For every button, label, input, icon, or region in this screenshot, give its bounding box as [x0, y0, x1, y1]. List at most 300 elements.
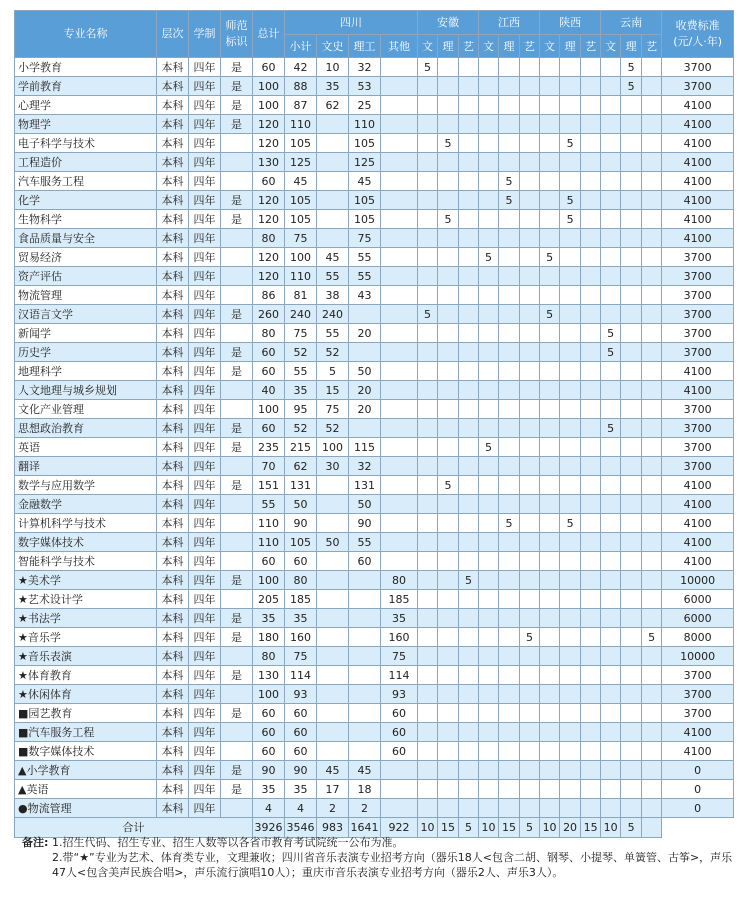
cell-total: 120 [253, 210, 285, 229]
cell-sx-yi [581, 381, 601, 400]
cell-sc-subtotal: 95 [285, 400, 317, 419]
cell-jx-yi [520, 58, 540, 77]
table-row [15, 381, 734, 400]
cell-sc-arts: 2 [317, 799, 349, 818]
cell-sx-li [560, 343, 581, 362]
cell-fee: 4100 [662, 533, 734, 552]
cell-fee: 4100 [662, 742, 734, 761]
cell-sc-arts: 240 [317, 305, 349, 324]
cell-yn-yi [642, 210, 662, 229]
table-row [15, 742, 734, 761]
cell-jx-wen [479, 419, 499, 438]
cell-major: 思想政治教育 [15, 419, 157, 438]
cell-yn-yi: 5 [642, 628, 662, 647]
cell-normal: 是 [221, 761, 253, 780]
cell-yn-yi [642, 153, 662, 172]
total-value: 15 [438, 818, 459, 838]
cell-ah-li [438, 514, 459, 533]
cell-sc-subtotal: 105 [285, 533, 317, 552]
cell-sx-yi [581, 590, 601, 609]
cell-ah-yi [459, 400, 479, 419]
cell-sc-other [381, 495, 418, 514]
cell-duration: 四年 [189, 647, 221, 666]
header-jiangxi-wen: 文 [479, 35, 499, 58]
cell-yn-wen [601, 96, 621, 115]
cell-duration: 四年 [189, 400, 221, 419]
cell-ah-wen [418, 134, 438, 153]
total-value: 5 [621, 818, 642, 838]
cell-ah-yi [459, 533, 479, 552]
cell-jx-yi [520, 191, 540, 210]
cell-normal: 是 [221, 191, 253, 210]
total-value: 10 [418, 818, 438, 838]
cell-sx-yi [581, 153, 601, 172]
cell-sx-li [560, 723, 581, 742]
cell-yn-wen [601, 400, 621, 419]
cell-sc-science: 55 [349, 267, 381, 286]
cell-yn-wen [601, 666, 621, 685]
enrollment-table [14, 10, 734, 838]
cell-sc-science: 20 [349, 381, 381, 400]
cell-sx-li [560, 267, 581, 286]
cell-sc-subtotal: 60 [285, 742, 317, 761]
cell-yn-wen [601, 381, 621, 400]
total-value: 15 [581, 818, 601, 838]
cell-jx-wen [479, 761, 499, 780]
cell-yn-wen [601, 780, 621, 799]
cell-yn-wen [601, 685, 621, 704]
cell-ah-wen [418, 590, 438, 609]
header-anhui-wen: 文 [418, 35, 438, 58]
cell-sc-arts: 75 [317, 400, 349, 419]
cell-total: 4 [253, 799, 285, 818]
cell-yn-li [621, 514, 642, 533]
cell-yn-yi [642, 761, 662, 780]
cell-jx-yi [520, 134, 540, 153]
cell-sc-science [349, 571, 381, 590]
cell-yn-wen [601, 704, 621, 723]
cell-level: 本科 [157, 210, 189, 229]
cell-jx-wen [479, 229, 499, 248]
cell-sc-other [381, 457, 418, 476]
enrollment-plan [14, 10, 733, 838]
cell-total: 60 [253, 419, 285, 438]
cell-duration: 四年 [189, 552, 221, 571]
cell-normal [221, 457, 253, 476]
cell-sc-subtotal: 50 [285, 495, 317, 514]
cell-level: 本科 [157, 799, 189, 818]
cell-ah-wen [418, 514, 438, 533]
cell-sc-arts [317, 153, 349, 172]
cell-yn-wen [601, 647, 621, 666]
cell-sx-wen [540, 229, 560, 248]
cell-sx-wen [540, 267, 560, 286]
cell-ah-li [438, 362, 459, 381]
cell-sc-other [381, 305, 418, 324]
cell-jx-yi [520, 609, 540, 628]
table-header [15, 11, 734, 58]
cell-ah-yi [459, 799, 479, 818]
cell-duration: 四年 [189, 799, 221, 818]
cell-jx-li [499, 438, 520, 457]
cell-yn-yi [642, 400, 662, 419]
cell-jx-wen [479, 267, 499, 286]
cell-fee: 6000 [662, 590, 734, 609]
cell-ah-wen [418, 457, 438, 476]
cell-yn-yi [642, 495, 662, 514]
cell-yn-wen [601, 799, 621, 818]
cell-normal: 是 [221, 343, 253, 362]
cell-sc-science [349, 723, 381, 742]
cell-sc-other: 60 [381, 723, 418, 742]
cell-normal: 是 [221, 476, 253, 495]
cell-total: 120 [253, 267, 285, 286]
cell-yn-li [621, 761, 642, 780]
cell-yn-yi [642, 666, 662, 685]
cell-ah-wen [418, 609, 438, 628]
cell-sx-wen [540, 552, 560, 571]
cell-jx-wen [479, 742, 499, 761]
cell-sc-subtotal: 240 [285, 305, 317, 324]
cell-fee: 3700 [662, 324, 734, 343]
cell-sx-li [560, 248, 581, 267]
cell-yn-yi [642, 267, 662, 286]
cell-sc-science: 75 [349, 229, 381, 248]
cell-jx-yi [520, 400, 540, 419]
cell-ah-li: 5 [438, 134, 459, 153]
header-shaanxi-yi: 艺 [581, 35, 601, 58]
cell-yn-yi [642, 248, 662, 267]
cell-sc-arts [317, 609, 349, 628]
cell-normal [221, 533, 253, 552]
cell-sx-yi [581, 761, 601, 780]
cell-jx-wen [479, 77, 499, 96]
cell-sx-yi [581, 191, 601, 210]
cell-total: 80 [253, 229, 285, 248]
cell-sc-other [381, 191, 418, 210]
cell-fee: 3700 [662, 704, 734, 723]
cell-jx-wen [479, 666, 499, 685]
cell-sx-wen [540, 457, 560, 476]
cell-sx-wen [540, 514, 560, 533]
cell-ah-wen [418, 248, 438, 267]
cell-yn-wen: 5 [601, 343, 621, 362]
cell-sx-yi [581, 419, 601, 438]
cell-ah-li [438, 685, 459, 704]
cell-jx-li [499, 742, 520, 761]
total-value: 3926 [253, 818, 285, 838]
cell-major: 资产评估 [15, 267, 157, 286]
cell-sc-arts: 5 [317, 362, 349, 381]
cell-fee: 4100 [662, 514, 734, 533]
cell-ah-yi [459, 419, 479, 438]
total-value: 15 [499, 818, 520, 838]
cell-level: 本科 [157, 115, 189, 134]
cell-jx-li [499, 153, 520, 172]
cell-jx-yi [520, 305, 540, 324]
cell-sc-arts [317, 685, 349, 704]
cell-yn-li [621, 780, 642, 799]
cell-yn-yi [642, 476, 662, 495]
table-row [15, 343, 734, 362]
cell-ah-li [438, 495, 459, 514]
cell-jx-yi [520, 666, 540, 685]
cell-jx-wen [479, 495, 499, 514]
cell-sc-other [381, 248, 418, 267]
cell-sc-arts: 62 [317, 96, 349, 115]
cell-jx-wen [479, 305, 499, 324]
cell-jx-yi [520, 495, 540, 514]
cell-fee: 4100 [662, 476, 734, 495]
cell-jx-yi [520, 77, 540, 96]
cell-ah-yi [459, 609, 479, 628]
cell-sc-arts: 100 [317, 438, 349, 457]
cell-major: 工程造价 [15, 153, 157, 172]
cell-duration: 四年 [189, 172, 221, 191]
cell-total: 60 [253, 343, 285, 362]
cell-sx-wen [540, 799, 560, 818]
cell-yn-yi [642, 58, 662, 77]
cell-sc-science [349, 742, 381, 761]
cell-jx-yi [520, 172, 540, 191]
cell-sx-yi [581, 647, 601, 666]
cell-total: 180 [253, 628, 285, 647]
cell-sc-other [381, 96, 418, 115]
cell-major: 物流管理 [15, 286, 157, 305]
cell-sc-subtotal: 60 [285, 723, 317, 742]
cell-sc-other [381, 761, 418, 780]
cell-jx-li [499, 799, 520, 818]
cell-jx-wen [479, 153, 499, 172]
table-row [15, 210, 734, 229]
cell-sc-science: 115 [349, 438, 381, 457]
cell-sx-li [560, 77, 581, 96]
table-row [15, 191, 734, 210]
cell-jx-li [499, 286, 520, 305]
cell-jx-li [499, 96, 520, 115]
cell-sc-science: 43 [349, 286, 381, 305]
cell-jx-li [499, 704, 520, 723]
cell-major: ★体育教育 [15, 666, 157, 685]
cell-sx-li [560, 609, 581, 628]
cell-ah-li [438, 761, 459, 780]
cell-sx-yi [581, 305, 601, 324]
cell-sx-yi [581, 723, 601, 742]
cell-sx-wen [540, 704, 560, 723]
header-fee: 收费标准(元/人·年) [662, 11, 734, 58]
cell-ah-li [438, 438, 459, 457]
cell-sc-science: 50 [349, 495, 381, 514]
cell-sx-li: 5 [560, 514, 581, 533]
cell-ah-li [438, 742, 459, 761]
cell-yn-wen [601, 552, 621, 571]
cell-jx-wen [479, 96, 499, 115]
cell-normal: 是 [221, 419, 253, 438]
cell-yn-li [621, 229, 642, 248]
cell-jx-li: 5 [499, 191, 520, 210]
cell-yn-yi [642, 799, 662, 818]
cell-ah-li: 5 [438, 476, 459, 495]
cell-jx-yi [520, 780, 540, 799]
cell-yn-li [621, 533, 642, 552]
cell-jx-yi: 5 [520, 628, 540, 647]
cell-jx-wen [479, 628, 499, 647]
cell-normal: 是 [221, 115, 253, 134]
cell-normal: 是 [221, 780, 253, 799]
cell-fee: 4100 [662, 381, 734, 400]
cell-ah-li [438, 153, 459, 172]
cell-normal [221, 381, 253, 400]
cell-jx-li [499, 571, 520, 590]
table-row [15, 77, 734, 96]
cell-sc-subtotal: 93 [285, 685, 317, 704]
cell-yn-wen [601, 229, 621, 248]
cell-sc-other: 35 [381, 609, 418, 628]
notes [22, 835, 734, 880]
cell-yn-yi [642, 457, 662, 476]
cell-sc-arts: 17 [317, 780, 349, 799]
cell-ah-wen [418, 362, 438, 381]
cell-jx-yi [520, 552, 540, 571]
cell-sx-wen [540, 153, 560, 172]
cell-level: 本科 [157, 457, 189, 476]
table-body [15, 58, 734, 838]
cell-ah-yi [459, 210, 479, 229]
cell-sx-wen [540, 172, 560, 191]
cell-yn-li [621, 704, 642, 723]
cell-total: 90 [253, 761, 285, 780]
cell-jx-yi [520, 723, 540, 742]
table-row [15, 134, 734, 153]
total-value: 10 [479, 818, 499, 838]
cell-duration: 四年 [189, 153, 221, 172]
cell-major: 汽车服务工程 [15, 172, 157, 191]
cell-yn-wen [601, 628, 621, 647]
cell-ah-yi [459, 153, 479, 172]
cell-level: 本科 [157, 153, 189, 172]
cell-fee: 3700 [662, 248, 734, 267]
header-total: 总计 [253, 11, 285, 58]
header-normal: 师范标识 [221, 11, 253, 58]
cell-level: 本科 [157, 666, 189, 685]
cell-yn-wen [601, 514, 621, 533]
cell-sc-arts [317, 571, 349, 590]
cell-total: 120 [253, 191, 285, 210]
cell-level: 本科 [157, 267, 189, 286]
cell-jx-wen [479, 134, 499, 153]
cell-level: 本科 [157, 191, 189, 210]
cell-jx-li [499, 685, 520, 704]
cell-sx-yi [581, 438, 601, 457]
cell-level: 本科 [157, 248, 189, 267]
cell-sx-li [560, 628, 581, 647]
cell-ah-li [438, 628, 459, 647]
cell-yn-yi [642, 229, 662, 248]
cell-yn-li: 5 [621, 77, 642, 96]
cell-yn-wen [601, 77, 621, 96]
table-row [15, 229, 734, 248]
cell-duration: 四年 [189, 362, 221, 381]
cell-major: ■数字媒体技术 [15, 742, 157, 761]
cell-yn-li [621, 286, 642, 305]
cell-duration: 四年 [189, 343, 221, 362]
cell-ah-wen [418, 115, 438, 134]
cell-ah-yi [459, 666, 479, 685]
cell-duration: 四年 [189, 590, 221, 609]
cell-ah-wen [418, 286, 438, 305]
cell-jx-yi [520, 153, 540, 172]
cell-sc-other [381, 134, 418, 153]
cell-jx-wen [479, 324, 499, 343]
cell-jx-yi [520, 324, 540, 343]
cell-major: 英语 [15, 438, 157, 457]
table-row [15, 362, 734, 381]
cell-major: 小学教育 [15, 58, 157, 77]
cell-level: 本科 [157, 305, 189, 324]
cell-fee: 4100 [662, 552, 734, 571]
cell-jx-yi [520, 343, 540, 362]
cell-sc-science: 131 [349, 476, 381, 495]
cell-sc-other [381, 286, 418, 305]
note-item-1: 1.招生代码、招生专业、招生人数等以各省市教育考试院统一公布为准。 [52, 836, 404, 849]
table-row [15, 267, 734, 286]
cell-jx-yi [520, 647, 540, 666]
cell-duration: 四年 [189, 609, 221, 628]
cell-sc-science: 45 [349, 761, 381, 780]
cell-level: 本科 [157, 400, 189, 419]
cell-fee: 4100 [662, 210, 734, 229]
table-row [15, 552, 734, 571]
cell-normal [221, 799, 253, 818]
cell-ah-li [438, 799, 459, 818]
cell-jx-yi [520, 799, 540, 818]
cell-sx-li [560, 229, 581, 248]
cell-yn-wen [601, 457, 621, 476]
cell-jx-yi [520, 438, 540, 457]
cell-jx-wen [479, 533, 499, 552]
cell-yn-li [621, 343, 642, 362]
cell-sx-wen: 5 [540, 305, 560, 324]
cell-ah-yi [459, 305, 479, 324]
cell-level: 本科 [157, 58, 189, 77]
note-item-2: 2.带“★”专业为艺术、体育类专业，文理兼收；四川省音乐表演专业招考方向（器乐18人<包含二胡、钢琴、小提琴、单簧管、古筝>，声乐47人<包含美声民族合唱>，声乐流行演唱10人）；重庆市音乐表演专业招考方向（器乐2人、声乐3人）。 [52, 851, 733, 879]
cell-ah-yi [459, 115, 479, 134]
cell-yn-li [621, 685, 642, 704]
cell-level: 本科 [157, 229, 189, 248]
cell-ah-li [438, 58, 459, 77]
cell-yn-li [621, 96, 642, 115]
cell-jx-yi [520, 381, 540, 400]
cell-ah-yi [459, 172, 479, 191]
cell-sc-arts [317, 115, 349, 134]
cell-yn-li [621, 609, 642, 628]
cell-level: 本科 [157, 381, 189, 400]
cell-sc-subtotal: 35 [285, 609, 317, 628]
cell-ah-yi [459, 457, 479, 476]
cell-level: 本科 [157, 533, 189, 552]
cell-ah-wen [418, 780, 438, 799]
cell-sx-yi [581, 685, 601, 704]
cell-sx-li [560, 457, 581, 476]
cell-ah-li [438, 305, 459, 324]
cell-sc-subtotal: 75 [285, 647, 317, 666]
cell-fee: 3700 [662, 457, 734, 476]
cell-sx-wen [540, 647, 560, 666]
cell-yn-li [621, 172, 642, 191]
cell-sc-science: 32 [349, 58, 381, 77]
cell-ah-li [438, 533, 459, 552]
cell-level: 本科 [157, 742, 189, 761]
